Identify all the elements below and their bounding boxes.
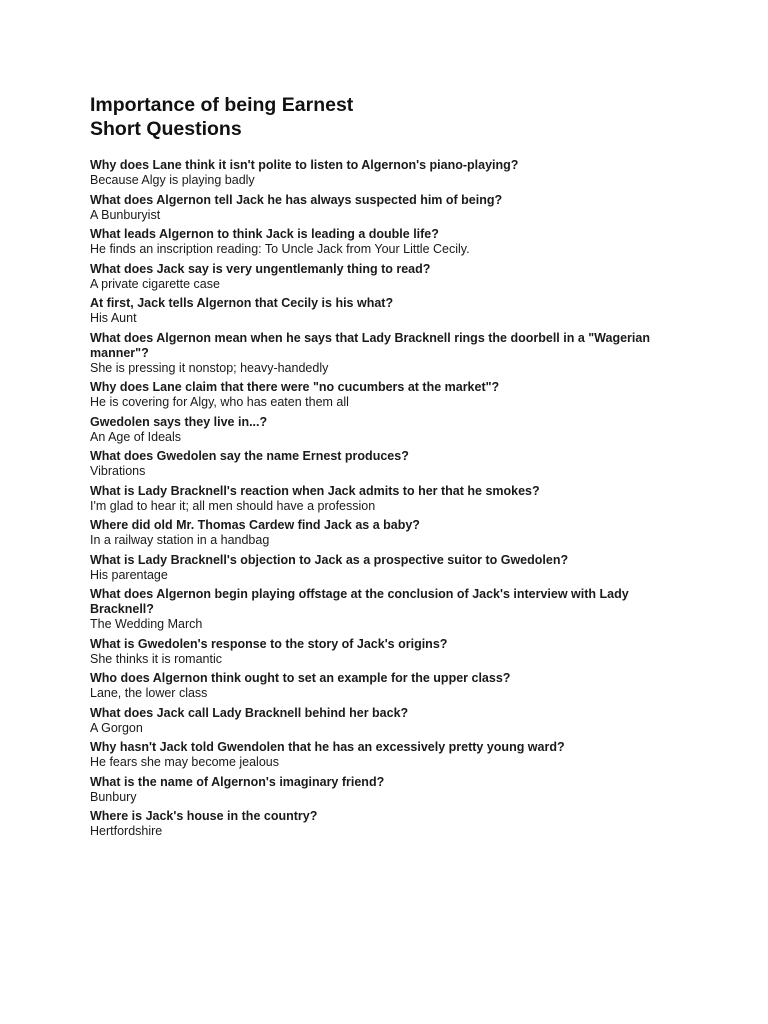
qa-item — [90, 587, 690, 633]
qa-item — [90, 296, 690, 327]
question-text: Where is Jack's house in the country? — [90, 809, 318, 823]
question-text: What is Gwedolen's response to the story of Jack's origins? — [90, 636, 448, 651]
question-text: What does Jack say is very ungentlemanly thing to read? — [90, 261, 431, 276]
document-page — [90, 93, 690, 844]
qa-item — [90, 262, 690, 293]
qa-item — [90, 775, 690, 806]
answer-text: A Bunburyist — [90, 207, 161, 222]
question-text: What does Algernon tell Jack he has always suspected him of being? — [90, 192, 503, 207]
answer-text: She thinks it is romantic — [90, 651, 222, 666]
qa-item — [90, 671, 690, 702]
answer-text: The Wedding March — [90, 617, 203, 631]
answer-text: Because Algy is playing badly — [90, 173, 255, 187]
question-text: Who does Algernon think ought to set an example for the upper class? — [90, 671, 511, 685]
qa-item — [90, 227, 690, 258]
title-line-2: Short Questions — [90, 118, 242, 140]
answer-text: A private cigarette case — [90, 276, 220, 291]
question-text: What does Algernon begin playing offstage at the conclusion of Jack's interview with Lady Bracknell? — [90, 587, 629, 616]
answer-text: A Gorgon — [90, 720, 143, 735]
question-text: What leads Algernon to think Jack is leading a double life? — [90, 227, 439, 241]
answer-text: She is pressing it nonstop; heavy-handedly — [90, 360, 329, 375]
answer-text: Hertfordshire — [90, 824, 163, 838]
question-text: What is Lady Bracknell's objection to Jack as a prospective suitor to Gwedolen? — [90, 552, 569, 567]
question-text: What does Gwedolen say the name Ernest produces? — [90, 449, 409, 463]
answer-text: I'm glad to hear it; all men should have a profession — [90, 498, 376, 513]
qa-item — [90, 553, 690, 584]
question-text: What is the name of Algernon's imaginary friend? — [90, 774, 385, 789]
qa-item — [90, 158, 690, 189]
answer-text: He finds an inscription reading: To Uncle Jack from Your Little Cecily. — [90, 242, 470, 256]
question-text: Gwedolen says they live in...? — [90, 414, 268, 429]
qa-item — [90, 518, 690, 549]
document-title — [90, 93, 690, 141]
question-text: Why does Lane claim that there were "no cucumbers at the market"? — [90, 380, 500, 394]
answer-text: He is covering for Algy, who has eaten them all — [90, 395, 349, 409]
qa-item — [90, 740, 690, 771]
question-text: What does Jack call Lady Bracknell behind her back? — [90, 705, 409, 720]
answer-text: He fears she may become jealous — [90, 755, 279, 769]
question-text: What is Lady Bracknell's reaction when Jack admits to her that he smokes? — [90, 483, 540, 498]
qa-item — [90, 449, 690, 480]
qa-item — [90, 380, 690, 411]
answer-text: Lane, the lower class — [90, 686, 208, 700]
qa-list — [90, 158, 690, 840]
question-text: Why hasn't Jack told Gwendolen that he has an excessively pretty young ward? — [90, 740, 565, 754]
qa-item — [90, 484, 690, 515]
question-text: At first, Jack tells Algernon that Cecily is his what? — [90, 296, 394, 310]
answer-text: In a railway station in a handbag — [90, 533, 270, 547]
qa-item — [90, 637, 690, 668]
qa-item — [90, 331, 690, 377]
answer-text: Vibrations — [90, 464, 146, 478]
question-text: Where did old Mr. Thomas Cardew find Jack as a baby? — [90, 518, 420, 532]
answer-text: His parentage — [90, 567, 168, 582]
qa-item — [90, 706, 690, 737]
qa-item — [90, 415, 690, 446]
qa-item — [90, 193, 690, 224]
title-line-1: Importance of being Earnest — [90, 94, 354, 116]
question-text: Why does Lane think it isn't polite to listen to Algernon's piano-playing? — [90, 158, 519, 172]
answer-text: His Aunt — [90, 311, 137, 325]
answer-text: An Age of Ideals — [90, 429, 182, 444]
question-text: What does Algernon mean when he says that Lady Bracknell rings the doorbell in a "Wagerian manner"? — [90, 330, 650, 360]
qa-item — [90, 809, 690, 840]
answer-text: Bunbury — [90, 789, 137, 804]
